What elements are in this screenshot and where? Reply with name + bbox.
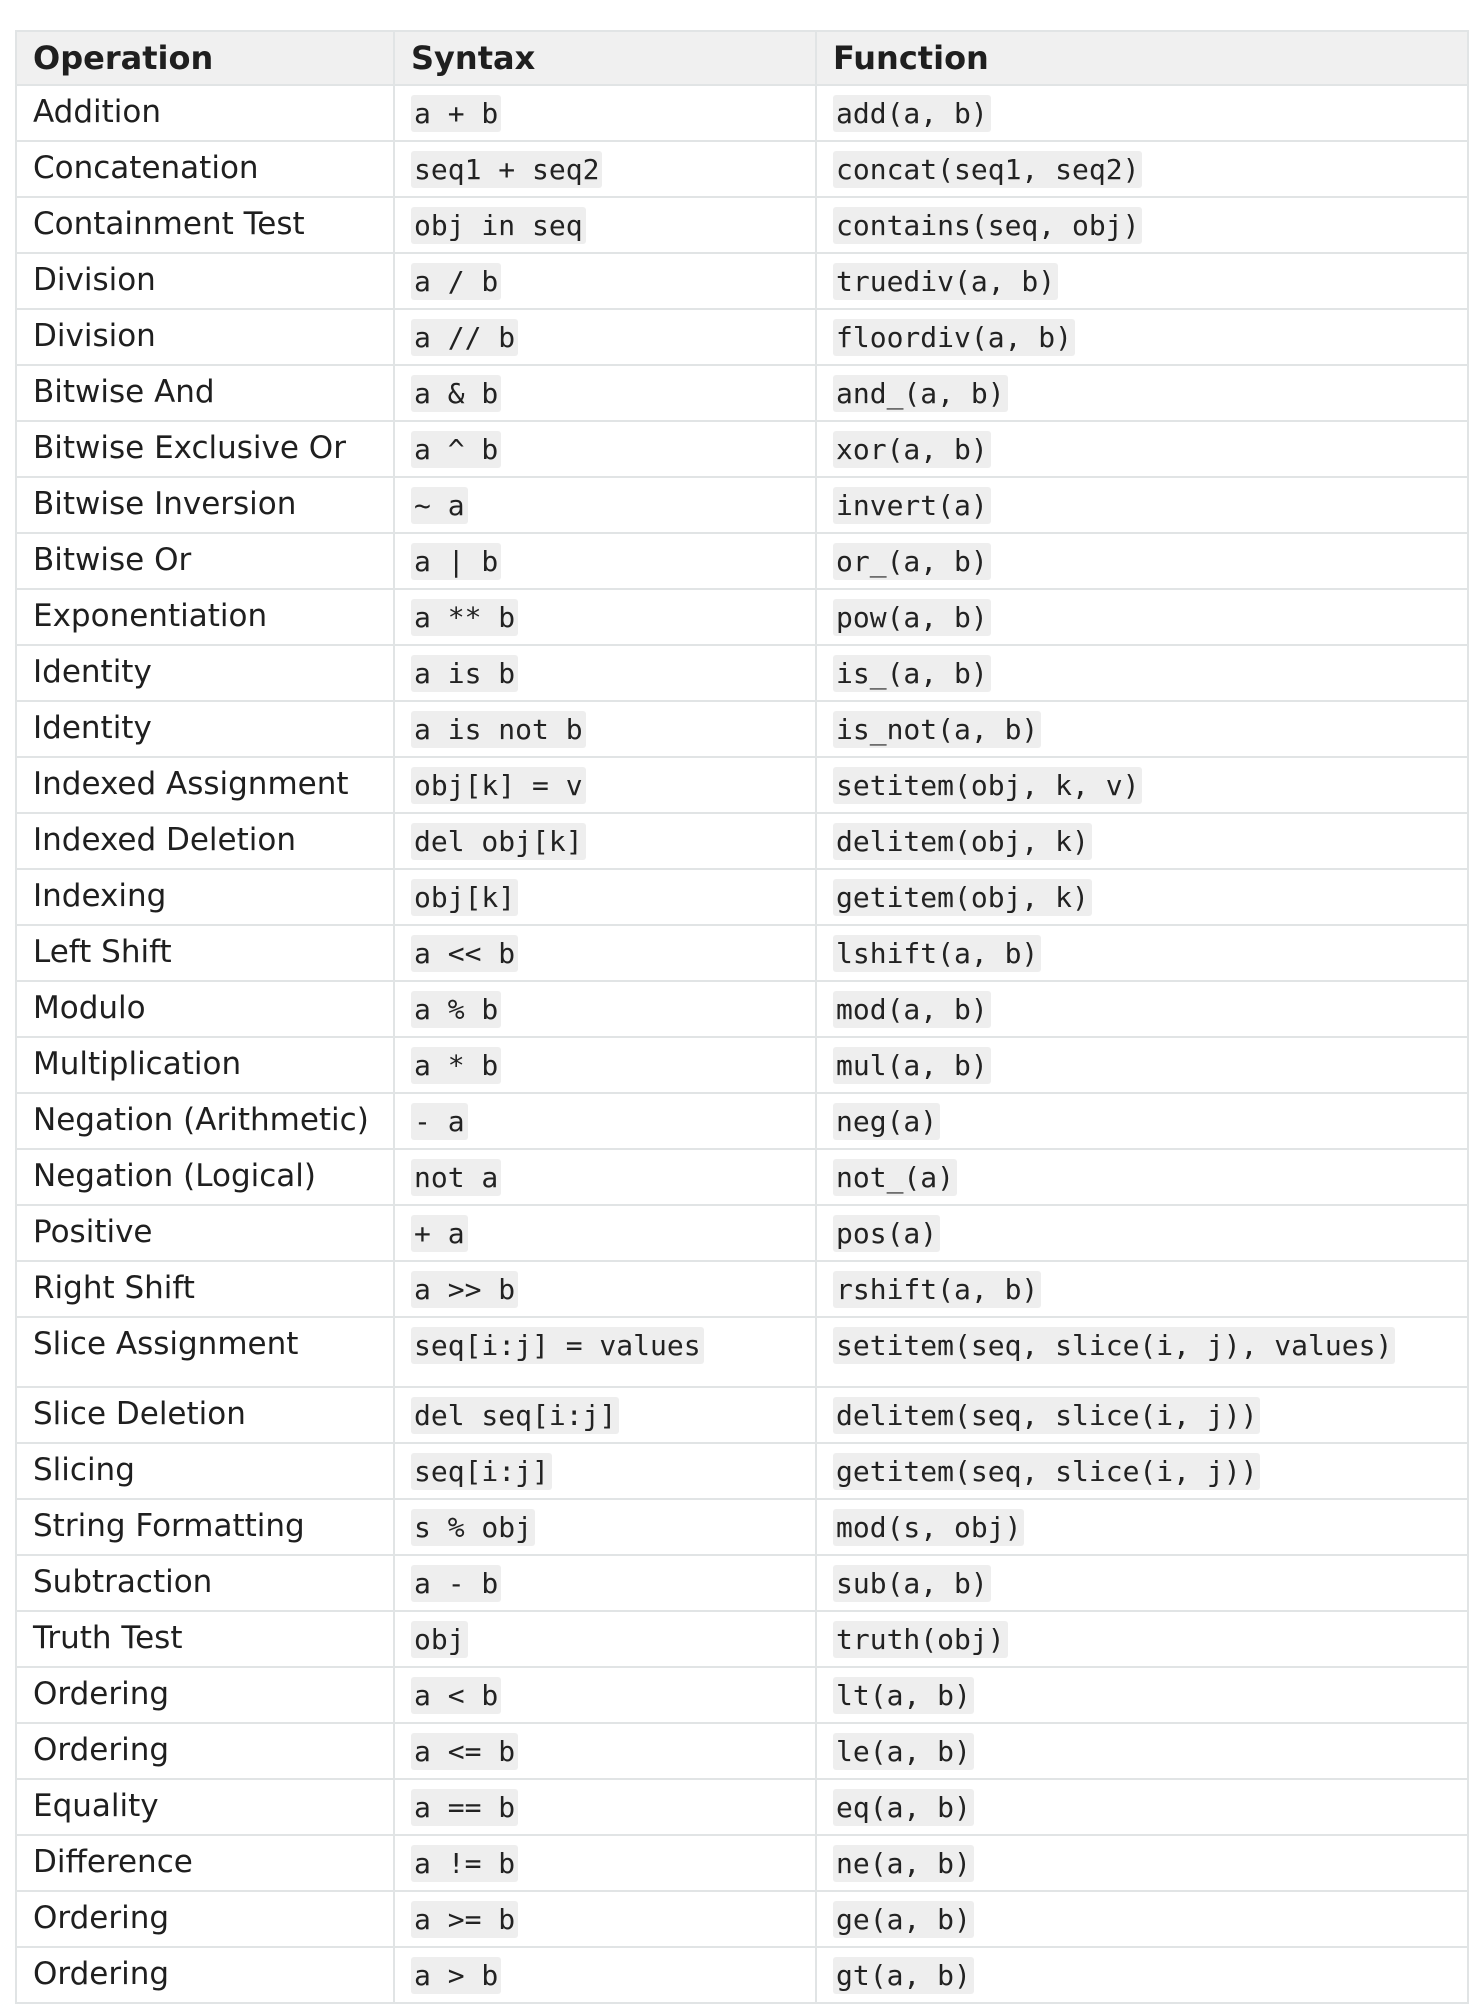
table-row: [16, 1555, 1468, 1611]
syntax-cell: [394, 1891, 816, 1947]
operation-cell: Concatenation: [16, 141, 394, 197]
syntax-code: a <= b: [411, 1733, 518, 1770]
function-cell: [816, 645, 1468, 701]
operation-cell: String Formatting: [16, 1499, 394, 1555]
operator-table-container: [15, 30, 1467, 2004]
syntax-cell: [394, 365, 816, 421]
function-cell: [816, 1387, 1468, 1443]
syntax-cell: [394, 1723, 816, 1779]
function-cell: [816, 197, 1468, 253]
syntax-cell: [394, 421, 816, 477]
function-code: invert(a): [833, 487, 991, 524]
operation-cell: Indexing: [16, 869, 394, 925]
function-cell: [816, 85, 1468, 141]
function-cell: [816, 365, 1468, 421]
function-code: setitem(seq, slice(i, j), values): [833, 1327, 1395, 1364]
function-code: truth(obj): [833, 1621, 1008, 1658]
syntax-cell: [394, 1947, 816, 2003]
function-code: delitem(seq, slice(i, j)): [833, 1397, 1260, 1434]
table-row: [16, 925, 1468, 981]
table-row: [16, 1093, 1468, 1149]
operation-cell: Slice Assignment: [16, 1317, 394, 1387]
operation-cell: Left Shift: [16, 925, 394, 981]
operation-cell: Bitwise And: [16, 365, 394, 421]
function-cell: [816, 589, 1468, 645]
syntax-code: obj in seq: [411, 207, 586, 244]
function-code: rshift(a, b): [833, 1271, 1041, 1308]
table-row: [16, 421, 1468, 477]
table-row: [16, 1261, 1468, 1317]
syntax-cell: [394, 925, 816, 981]
function-cell: [816, 477, 1468, 533]
table-row: [16, 365, 1468, 421]
function-cell: [816, 925, 1468, 981]
syntax-code: a is not b: [411, 711, 586, 748]
function-cell: [816, 869, 1468, 925]
function-cell: [816, 141, 1468, 197]
table-body: [16, 85, 1468, 2003]
syntax-code: a & b: [411, 375, 501, 412]
header-function: Function: [816, 31, 1468, 85]
table-row: [16, 309, 1468, 365]
function-code: ge(a, b): [833, 1901, 974, 1938]
function-code: and_(a, b): [833, 375, 1008, 412]
function-cell: [816, 1555, 1468, 1611]
function-cell: [816, 757, 1468, 813]
table-row: [16, 701, 1468, 757]
syntax-code: a % b: [411, 991, 501, 1028]
table-row: [16, 1205, 1468, 1261]
syntax-cell: [394, 1611, 816, 1667]
function-cell: [816, 1149, 1468, 1205]
table-row: [16, 1611, 1468, 1667]
function-code: getitem(obj, k): [833, 879, 1092, 916]
syntax-code: a is b: [411, 655, 518, 692]
syntax-code: s % obj: [411, 1509, 535, 1546]
table-header-row: [16, 31, 1468, 85]
header-operation: Operation: [16, 31, 394, 85]
function-code: is_(a, b): [833, 655, 991, 692]
table-row: [16, 253, 1468, 309]
function-code: setitem(obj, k, v): [833, 767, 1142, 804]
operation-cell: Right Shift: [16, 1261, 394, 1317]
operation-cell: Negation (Arithmetic): [16, 1093, 394, 1149]
function-code: add(a, b): [833, 95, 991, 132]
table-row: [16, 1499, 1468, 1555]
syntax-code: not a: [411, 1159, 501, 1196]
syntax-cell: [394, 1037, 816, 1093]
syntax-code: a // b: [411, 319, 518, 356]
syntax-cell: [394, 645, 816, 701]
function-cell: [816, 1261, 1468, 1317]
syntax-code: a | b: [411, 543, 501, 580]
function-code: le(a, b): [833, 1733, 974, 1770]
function-code: truediv(a, b): [833, 263, 1058, 300]
syntax-cell: [394, 1387, 816, 1443]
table-row: [16, 1835, 1468, 1891]
syntax-code: seq[i:j]: [411, 1453, 552, 1490]
function-cell: [816, 1443, 1468, 1499]
operation-cell: Difference: [16, 1835, 394, 1891]
syntax-cell: [394, 1779, 816, 1835]
function-cell: [816, 813, 1468, 869]
table-row: [16, 477, 1468, 533]
syntax-cell: [394, 141, 816, 197]
syntax-cell: [394, 869, 816, 925]
operation-cell: Identity: [16, 645, 394, 701]
function-cell: [816, 309, 1468, 365]
operation-cell: Modulo: [16, 981, 394, 1037]
syntax-code: a < b: [411, 1677, 501, 1714]
function-cell: [816, 1037, 1468, 1093]
operation-cell: Negation (Logical): [16, 1149, 394, 1205]
syntax-code: a ** b: [411, 599, 518, 636]
operation-cell: Division: [16, 253, 394, 309]
function-cell: [816, 1779, 1468, 1835]
function-code: sub(a, b): [833, 1565, 991, 1602]
function-code: floordiv(a, b): [833, 319, 1075, 356]
operation-cell: Slice Deletion: [16, 1387, 394, 1443]
function-cell: [816, 253, 1468, 309]
syntax-code: a >> b: [411, 1271, 518, 1308]
syntax-cell: [394, 1093, 816, 1149]
table-row: [16, 141, 1468, 197]
syntax-code: obj[k] = v: [411, 767, 586, 804]
operation-cell: Containment Test: [16, 197, 394, 253]
operator-mapping-table: [15, 30, 1469, 2004]
function-code: contains(seq, obj): [833, 207, 1142, 244]
function-code: mod(s, obj): [833, 1509, 1024, 1546]
syntax-cell: [394, 981, 816, 1037]
table-row: [16, 1149, 1468, 1205]
syntax-code: ~ a: [411, 487, 468, 524]
operation-cell: Slicing: [16, 1443, 394, 1499]
syntax-cell: [394, 1499, 816, 1555]
operation-cell: Bitwise Or: [16, 533, 394, 589]
table-row: [16, 1779, 1468, 1835]
function-cell: [816, 1947, 1468, 2003]
operation-cell: Truth Test: [16, 1611, 394, 1667]
syntax-cell: [394, 85, 816, 141]
function-code: delitem(obj, k): [833, 823, 1092, 860]
syntax-code: obj: [411, 1621, 468, 1658]
syntax-code: del seq[i:j]: [411, 1397, 619, 1434]
syntax-cell: [394, 253, 816, 309]
syntax-code: a / b: [411, 263, 501, 300]
table-row: [16, 533, 1468, 589]
operation-cell: Ordering: [16, 1891, 394, 1947]
operation-cell: Subtraction: [16, 1555, 394, 1611]
function-code: or_(a, b): [833, 543, 991, 580]
syntax-code: a ^ b: [411, 431, 501, 468]
syntax-code: - a: [411, 1103, 468, 1140]
syntax-cell: [394, 1205, 816, 1261]
function-code: eq(a, b): [833, 1789, 974, 1826]
operation-cell: Equality: [16, 1779, 394, 1835]
operation-cell: Positive: [16, 1205, 394, 1261]
operation-cell: Indexed Deletion: [16, 813, 394, 869]
syntax-code: a == b: [411, 1789, 518, 1826]
table-row: [16, 813, 1468, 869]
syntax-cell: [394, 1667, 816, 1723]
syntax-cell: [394, 309, 816, 365]
function-cell: [816, 1205, 1468, 1261]
function-code: gt(a, b): [833, 1957, 974, 1994]
operation-cell: Addition: [16, 85, 394, 141]
table-row: [16, 1723, 1468, 1779]
function-code: ne(a, b): [833, 1845, 974, 1882]
function-code: lshift(a, b): [833, 935, 1041, 972]
syntax-cell: [394, 1443, 816, 1499]
table-row: [16, 85, 1468, 141]
syntax-cell: [394, 1835, 816, 1891]
function-code: lt(a, b): [833, 1677, 974, 1714]
function-code: getitem(seq, slice(i, j)): [833, 1453, 1260, 1490]
syntax-code: a >= b: [411, 1901, 518, 1938]
table-row: [16, 1947, 1468, 2003]
function-cell: [816, 533, 1468, 589]
syntax-cell: [394, 701, 816, 757]
table-row: [16, 1317, 1468, 1387]
function-code: not_(a): [833, 1159, 957, 1196]
syntax-code: seq1 + seq2: [411, 151, 602, 188]
operation-cell: Exponentiation: [16, 589, 394, 645]
function-code: is_not(a, b): [833, 711, 1041, 748]
operation-cell: Ordering: [16, 1723, 394, 1779]
syntax-cell: [394, 1555, 816, 1611]
syntax-cell: [394, 1261, 816, 1317]
function-cell: [816, 1093, 1468, 1149]
table-row: [16, 869, 1468, 925]
function-code: concat(seq1, seq2): [833, 151, 1142, 188]
function-code: pow(a, b): [833, 599, 991, 636]
function-cell: [816, 701, 1468, 757]
function-cell: [816, 421, 1468, 477]
operation-cell: Division: [16, 309, 394, 365]
operation-cell: Identity: [16, 701, 394, 757]
operation-cell: Ordering: [16, 1667, 394, 1723]
table-row: [16, 981, 1468, 1037]
table-row: [16, 1891, 1468, 1947]
function-cell: [816, 981, 1468, 1037]
table-row: [16, 757, 1468, 813]
syntax-cell: [394, 477, 816, 533]
table-row: [16, 589, 1468, 645]
function-code: mod(a, b): [833, 991, 991, 1028]
function-code: xor(a, b): [833, 431, 991, 468]
table-row: [16, 197, 1468, 253]
operation-cell: Bitwise Inversion: [16, 477, 394, 533]
syntax-cell: [394, 589, 816, 645]
table-row: [16, 1667, 1468, 1723]
operation-cell: Ordering: [16, 1947, 394, 2003]
operation-cell: Multiplication: [16, 1037, 394, 1093]
header-syntax: Syntax: [394, 31, 816, 85]
function-code: pos(a): [833, 1215, 940, 1252]
function-code: neg(a): [833, 1103, 940, 1140]
syntax-cell: [394, 757, 816, 813]
syntax-cell: [394, 197, 816, 253]
syntax-code: a != b: [411, 1845, 518, 1882]
function-cell: [816, 1611, 1468, 1667]
operation-cell: Bitwise Exclusive Or: [16, 421, 394, 477]
syntax-code: a - b: [411, 1565, 501, 1602]
syntax-code: a > b: [411, 1957, 501, 1994]
syntax-code: obj[k]: [411, 879, 518, 916]
syntax-cell: [394, 813, 816, 869]
table-row: [16, 1037, 1468, 1093]
function-cell: [816, 1723, 1468, 1779]
function-cell: [816, 1667, 1468, 1723]
syntax-code: a << b: [411, 935, 518, 972]
syntax-code: + a: [411, 1215, 468, 1252]
syntax-cell: [394, 533, 816, 589]
syntax-cell: [394, 1317, 816, 1387]
table-row: [16, 1387, 1468, 1443]
syntax-code: del obj[k]: [411, 823, 586, 860]
function-cell: [816, 1891, 1468, 1947]
syntax-code: a + b: [411, 95, 501, 132]
function-code: mul(a, b): [833, 1047, 991, 1084]
function-cell: [816, 1499, 1468, 1555]
function-cell: [816, 1317, 1468, 1387]
syntax-code: a * b: [411, 1047, 501, 1084]
syntax-code: seq[i:j] = values: [411, 1327, 704, 1364]
function-cell: [816, 1835, 1468, 1891]
table-row: [16, 645, 1468, 701]
syntax-cell: [394, 1149, 816, 1205]
table-row: [16, 1443, 1468, 1499]
operation-cell: Indexed Assignment: [16, 757, 394, 813]
